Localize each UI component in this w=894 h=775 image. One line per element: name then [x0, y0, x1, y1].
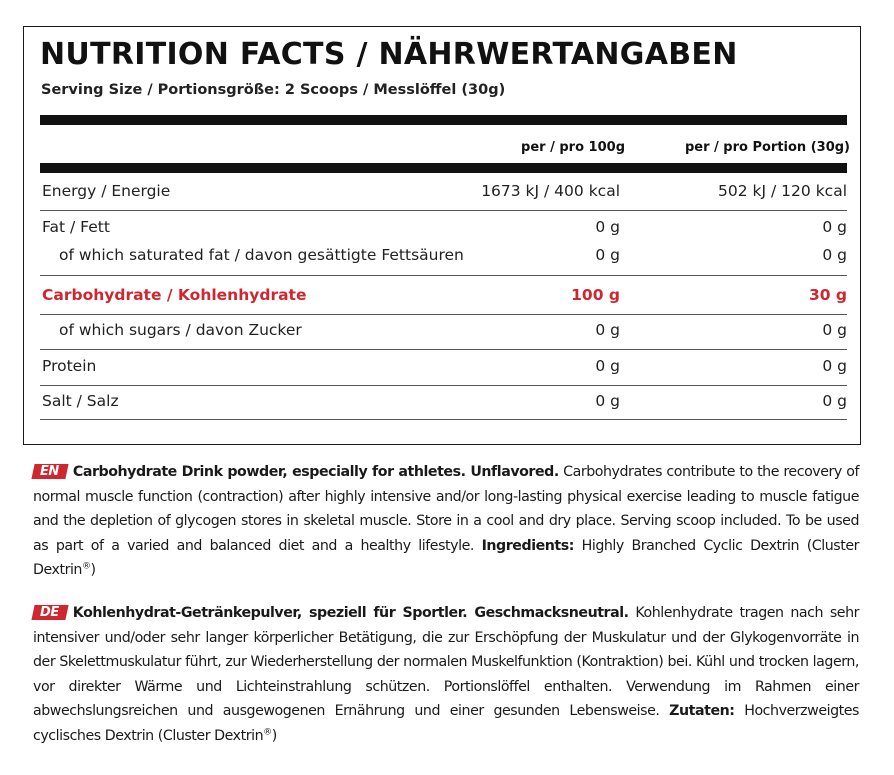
row-value-per-100g: 0 g	[595, 321, 620, 339]
nutrition-facts-panel	[23, 26, 861, 445]
row-value-per-portion: 0 g	[822, 321, 847, 339]
row-label: Fat / Fett	[42, 218, 110, 236]
table-row	[40, 218, 847, 242]
row-value-per-portion: 0 g	[822, 392, 847, 410]
column-header-per-portion: per / pro Portion (30g)	[684, 140, 850, 155]
row-divider	[40, 419, 847, 420]
table-row	[40, 246, 847, 270]
nutrition-title: NUTRITION FACTS / NÄHRWERTANGABEN	[40, 37, 738, 72]
ingredients-label-de: Zutaten:	[669, 703, 735, 720]
top-divider	[40, 115, 847, 125]
row-value-per-100g: 100 g	[571, 286, 620, 304]
column-header-per-100g: per / pro 100g	[521, 140, 625, 155]
row-divider	[40, 349, 847, 350]
row-label: Salt / Salz	[42, 392, 119, 410]
language-badge-de: DE	[31, 605, 68, 620]
row-divider	[40, 314, 847, 315]
row-value-per-portion: 0 g	[822, 246, 847, 264]
table-row	[40, 357, 847, 381]
row-value-per-100g: 0 g	[595, 357, 620, 375]
row-value-per-100g: 1673 kJ / 400 kcal	[481, 182, 620, 200]
row-label: Energy / Energie	[42, 182, 171, 200]
product-headline-en: Carbohydrate Drink powder, especially for athletes. Unflavored.	[72, 464, 559, 480]
row-value-per-100g: 0 g	[595, 392, 620, 410]
serving-size: Serving Size / Portionsgröße: 2 Scoops / Messlöffel (30g)	[41, 82, 506, 98]
row-label: of which sugars / davon Zucker	[59, 321, 302, 339]
row-divider	[40, 275, 847, 276]
language-badge-en: EN	[31, 464, 68, 479]
row-divider	[40, 385, 847, 386]
table-row-carbohydrate	[40, 286, 847, 310]
row-divider	[40, 210, 847, 211]
description-german	[33, 601, 859, 749]
row-value-per-portion: 0 g	[822, 218, 847, 236]
row-value-per-100g: 0 g	[595, 246, 620, 264]
header-divider	[40, 163, 847, 173]
table-row	[40, 321, 847, 345]
row-value-per-portion: 30 g	[808, 286, 847, 304]
description-english	[33, 460, 859, 583]
registered-mark: ®	[263, 727, 272, 738]
description-body-de: Kohlenhydrate tragen nach sehr intensiver und/oder sehr langer körperlicher Betätigung, die zur Erschöpfung der Muskulatur und der Glykogenvorräte in der Skelettmuskulatur führt, zur Wiederherstellung der normalen Muskelfunktion (Kontraktion) bei. Kühl und trocken lagern, vor direkter Wärme und Lichteinstrahlung schützen. Portionslöffel enthalten. Verwendung im Rahmen einer abwechslungsreichen und ausgewogenen Ernährung und einer gesunden Lebensweise.	[33, 605, 859, 720]
row-value-per-portion: 502 kJ / 120 kcal	[718, 182, 847, 200]
ingredients-label-en: Ingredients:	[481, 537, 574, 554]
row-value-per-portion: 0 g	[822, 357, 847, 375]
registered-mark: ®	[81, 561, 91, 572]
ingredients-text-en: Highly Branched Cyclic Dextrin (Cluster Dextrin	[33, 537, 859, 579]
ingredients-text-de: Hochverzweigtes cyclisches Dextrin (Cluster Dextrin	[33, 703, 859, 744]
row-label: Protein	[42, 357, 97, 375]
row-label: Carbohydrate / Kohlenhydrate	[42, 286, 307, 304]
ingredients-close-en: )	[90, 562, 96, 579]
product-headline-de: Kohlenhydrat-Getränkepulver, speziell für Sportler. Geschmacksneutral.	[72, 605, 629, 621]
table-row	[40, 182, 847, 206]
description-body-en: Carbohydrates contribute to the recovery of normal muscle function (contraction) after highly intensive and/or long-lasting physical exercise leading to muscle fatigue and the depletion of glycogen stores in skeletal muscle. Store in a cool and dry place. Serving scoop included. To be used as part of a varied and balanced diet and a healthy lifestyle.	[33, 464, 859, 554]
row-value-per-100g: 0 g	[595, 218, 620, 236]
table-row	[40, 392, 847, 416]
ingredients-close-de: )	[271, 727, 277, 744]
row-label: of which saturated fat / davon gesättigte Fettsäuren	[59, 246, 464, 264]
